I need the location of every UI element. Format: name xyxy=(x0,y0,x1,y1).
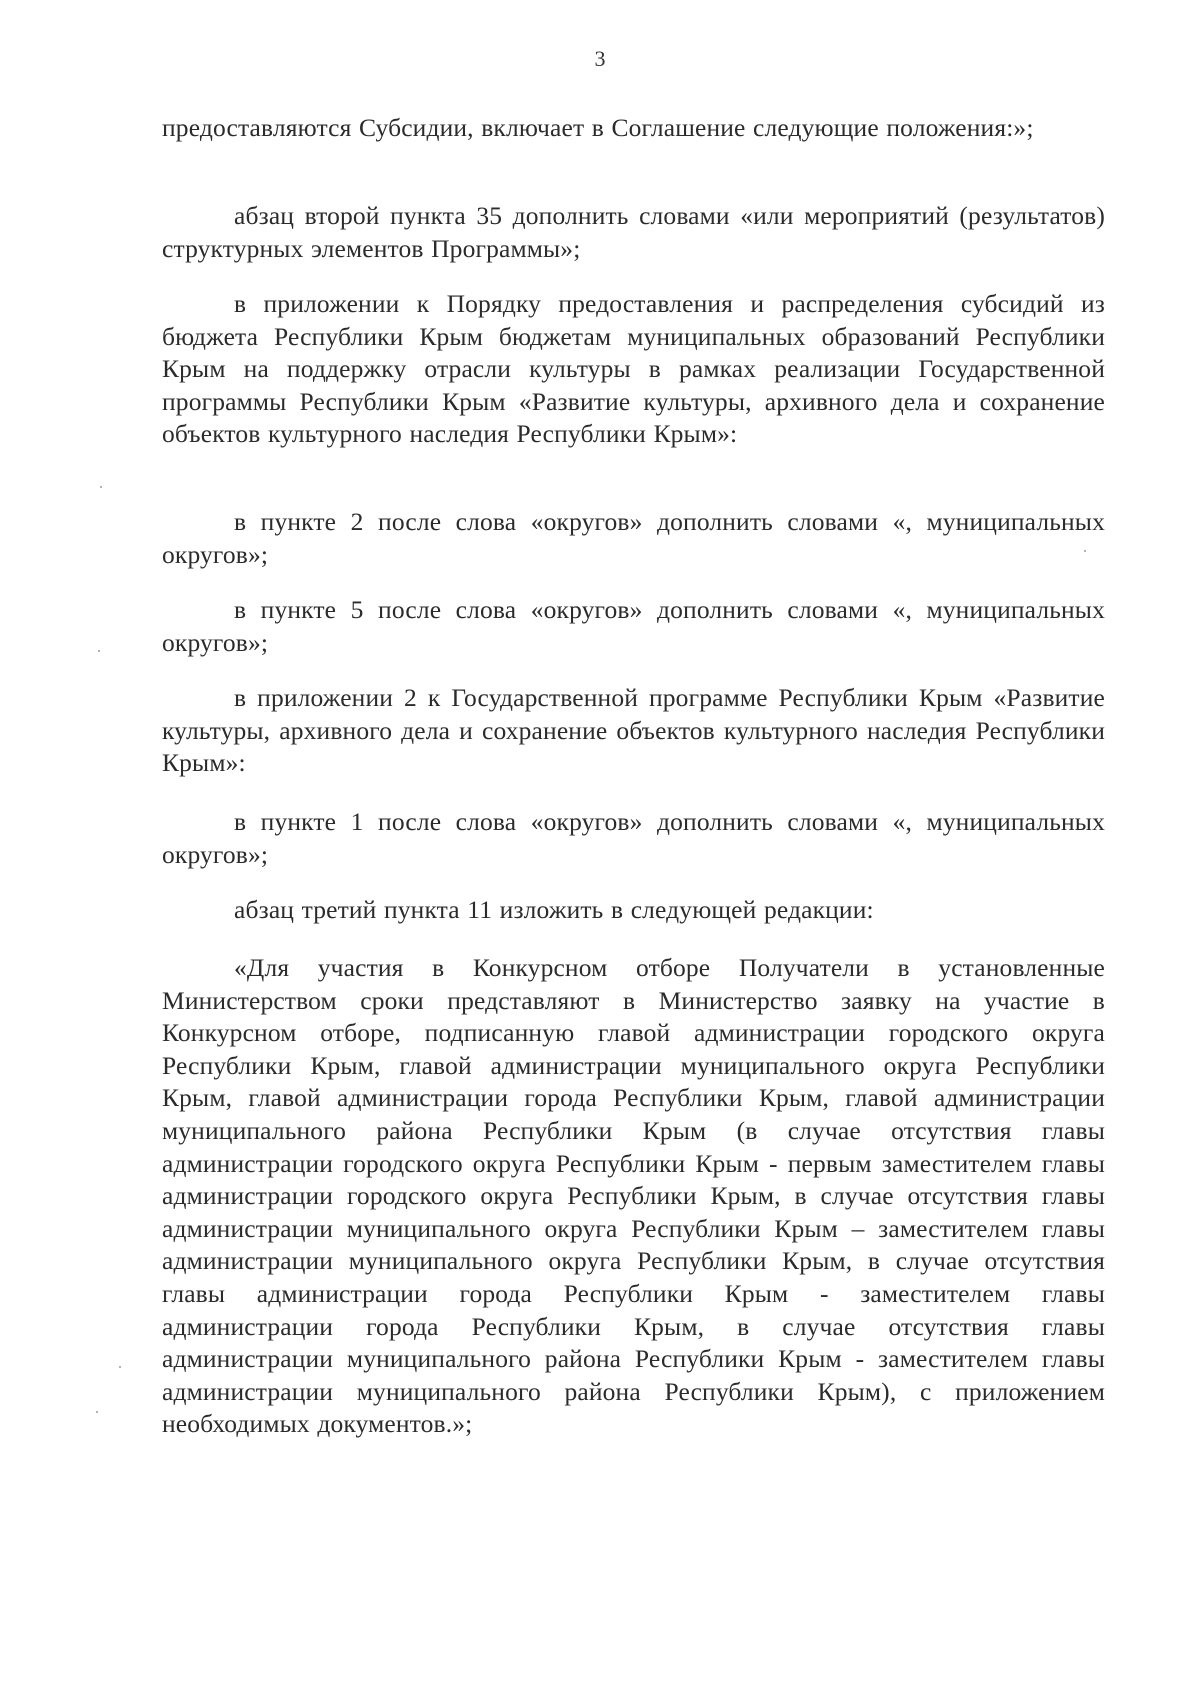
paragraph-new-wording: «Для участия в Конкурсном отборе Получатели в установленные Министерством сроки представляют в Министерство заявку на участие в Конкурсном отборе, подписанную главой администрации городского округа Республики Крым, главой администрации муниципального округа Республики Крым, главой администрации города Республики Крым, главой администрации муниципального района Республики Крым (в случае отсутствия главы администрации городского округа Республики Крым - первым заместителем главы администрации городского округа Республики Крым, в случае отсутствия главы администрации муниципального округа Республики Крым – заместителем главы администрации муниципального округа Республики Крым, в случае отсутствия главы администрации города Республики Крым - заместителем главы администрации города Республики Крым, в случае отсутствия главы администрации муниципального района Республики Крым - заместителем главы администрации муниципального района Республики Крым), с приложением необходимых документов.»; xyxy=(162,953,1105,1439)
paragraph-point-1: в пункте 1 после слова «округов» дополнить словами «, муниципальных округов»; xyxy=(162,807,1105,869)
page-number: 3 xyxy=(594,46,606,71)
paragraph-item-35: абзац второй пункта 35 дополнить словами «или мероприятий (результатов) структурных элементов Программы»; xyxy=(162,201,1105,263)
scan-speck xyxy=(1084,550,1086,552)
paragraph-appendix-2: в приложении 2 к Государственной программе Республики Крым «Развитие культуры, архивного дела и сохранение объектов культурного наследия Республики Крым»: xyxy=(162,683,1105,778)
paragraph-continuation: предоставляются Субсидии, включает в Соглашение следующие положения:»; xyxy=(162,113,1034,142)
paragraph-appendix-order: в приложении к Порядку предоставления и распределения субсидий из бюджета Республики Крым бюджетам муниципальных образований Республики Крым на поддержку отрасли культуры в рамках реализации Государственной программы Республики Крым «Развитие культуры, архивного дела и сохранение объектов культурного наследия Республики Крым»: xyxy=(162,289,1105,449)
paragraph-point-5: в пункте 5 после слова «округов» дополнить словами «, муниципальных округов»; xyxy=(162,595,1105,657)
scan-speck xyxy=(98,650,100,652)
scan-speck xyxy=(119,1366,121,1368)
scan-speck xyxy=(100,486,102,488)
paragraph-item-11: абзац третий пункта 11 изложить в следующей редакции: xyxy=(234,895,874,924)
scan-speck xyxy=(96,1411,98,1413)
paragraph-point-2: в пункте 2 после слова «округов» дополнить словами «, муниципальных округов»; xyxy=(162,507,1105,569)
